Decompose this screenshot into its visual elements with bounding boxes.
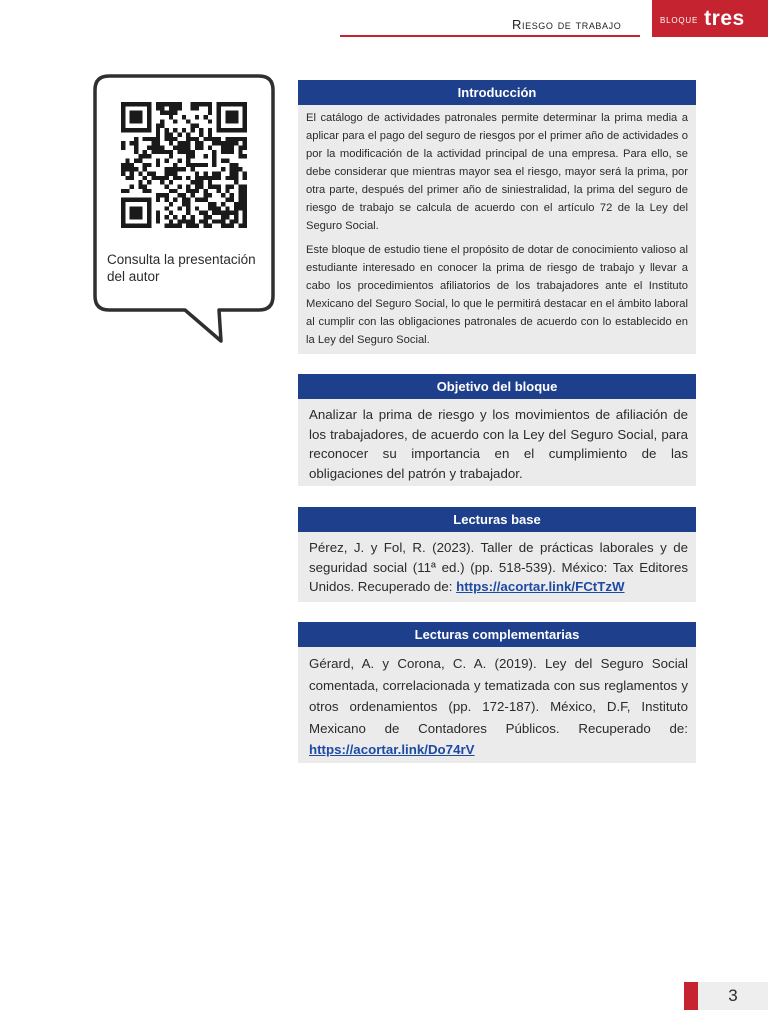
intro-paragraph-2: Este bloque de estudio tiene el propósito de dotar de conocimiento valioso al estudiante interesado en conocer la prima de riesgo de trabajo y llevar a cabo los procedimientos afiliatorios de los trabajadores ante el Instituto Mexicano del Seguro Social, lo que le permitirá destacar en el ámbito laboral al cumplir con las obligaciones patronales de acuerdo con lo establecido en la Ley del Seguro Social. [306,244,688,346]
objective-heading: Objetivo del bloque [298,374,696,399]
qr-caption-line1: Consulta la presentación [107,252,256,267]
header-section-title: Riesgo de trabajo [512,17,622,32]
intro-body [298,105,696,354]
objective-text: Analizar la prima de riesgo y los movimientos de afiliación de los trabajadores, de acuerdo con la Ley del Seguro Social, para reconocer su importancia en el cumplimiento de las obligaciones del patrón y trabajador. [309,407,688,481]
complementary-readings-link[interactable]: https://acortar.link/Do74rV [309,742,475,757]
intro-heading: Introducción [298,80,696,105]
complementary-readings-text: Gérard, A. y Corona, C. A. (2019). Ley del Seguro Social comentada, correlacionada y tematizada con sus reglamentos y otros ordenamientos (pp. 172-187). México, D.F, Instituto Mexicano de Contadores Públicos. Recuperado de: [309,656,688,736]
block-tab-label: bloque [660,11,699,26]
block-tab [652,0,768,37]
intro-section [298,80,696,354]
base-readings-body [298,532,696,602]
base-readings-link[interactable]: https://acortar.link/FCtTzW [456,579,625,594]
base-readings-text: Pérez, J. y Fol, R. (2023). Taller de prácticas laborales y de seguridad social (11ª ed.) (pp. 518-539). México: Tax Editores Unidos. Recuperado de: [309,540,688,594]
base-readings-citation [309,538,688,597]
qr-code-icon[interactable] [121,102,247,228]
base-readings-heading: Lecturas base [298,507,696,532]
complementary-readings-section [298,622,696,763]
objective-body [298,399,696,486]
page-number-accent [684,982,698,1010]
objective-section [298,374,696,486]
qr-caption [107,251,267,285]
base-readings-section [298,507,696,602]
qr-callout [93,74,275,342]
qr-caption-line2: del autor [107,269,160,284]
complementary-readings-body [298,647,696,763]
intro-paragraph-1: El catálogo de actividades patronales permite determinar la prima media a aplicar para el pago del seguro de riesgos por el primer año de actividades o por la modificación de la actividad principal de una empresa. Para ello, se debe considerar que mientras mayor sea el riesgo, mayor será la prima, por otra parte, después del primer año de siniestralidad, la prima del seguro de riesgo de trabajo se calcula de acuerdo con el artículo 72 de la Ley del Seguro Social. [306,112,688,232]
block-tab-number: tres [704,6,745,30]
complementary-readings-heading: Lecturas complementarias [298,622,696,647]
page-number: 3 [698,982,768,1010]
complementary-readings-citation [309,653,688,761]
header-rule [340,35,640,37]
